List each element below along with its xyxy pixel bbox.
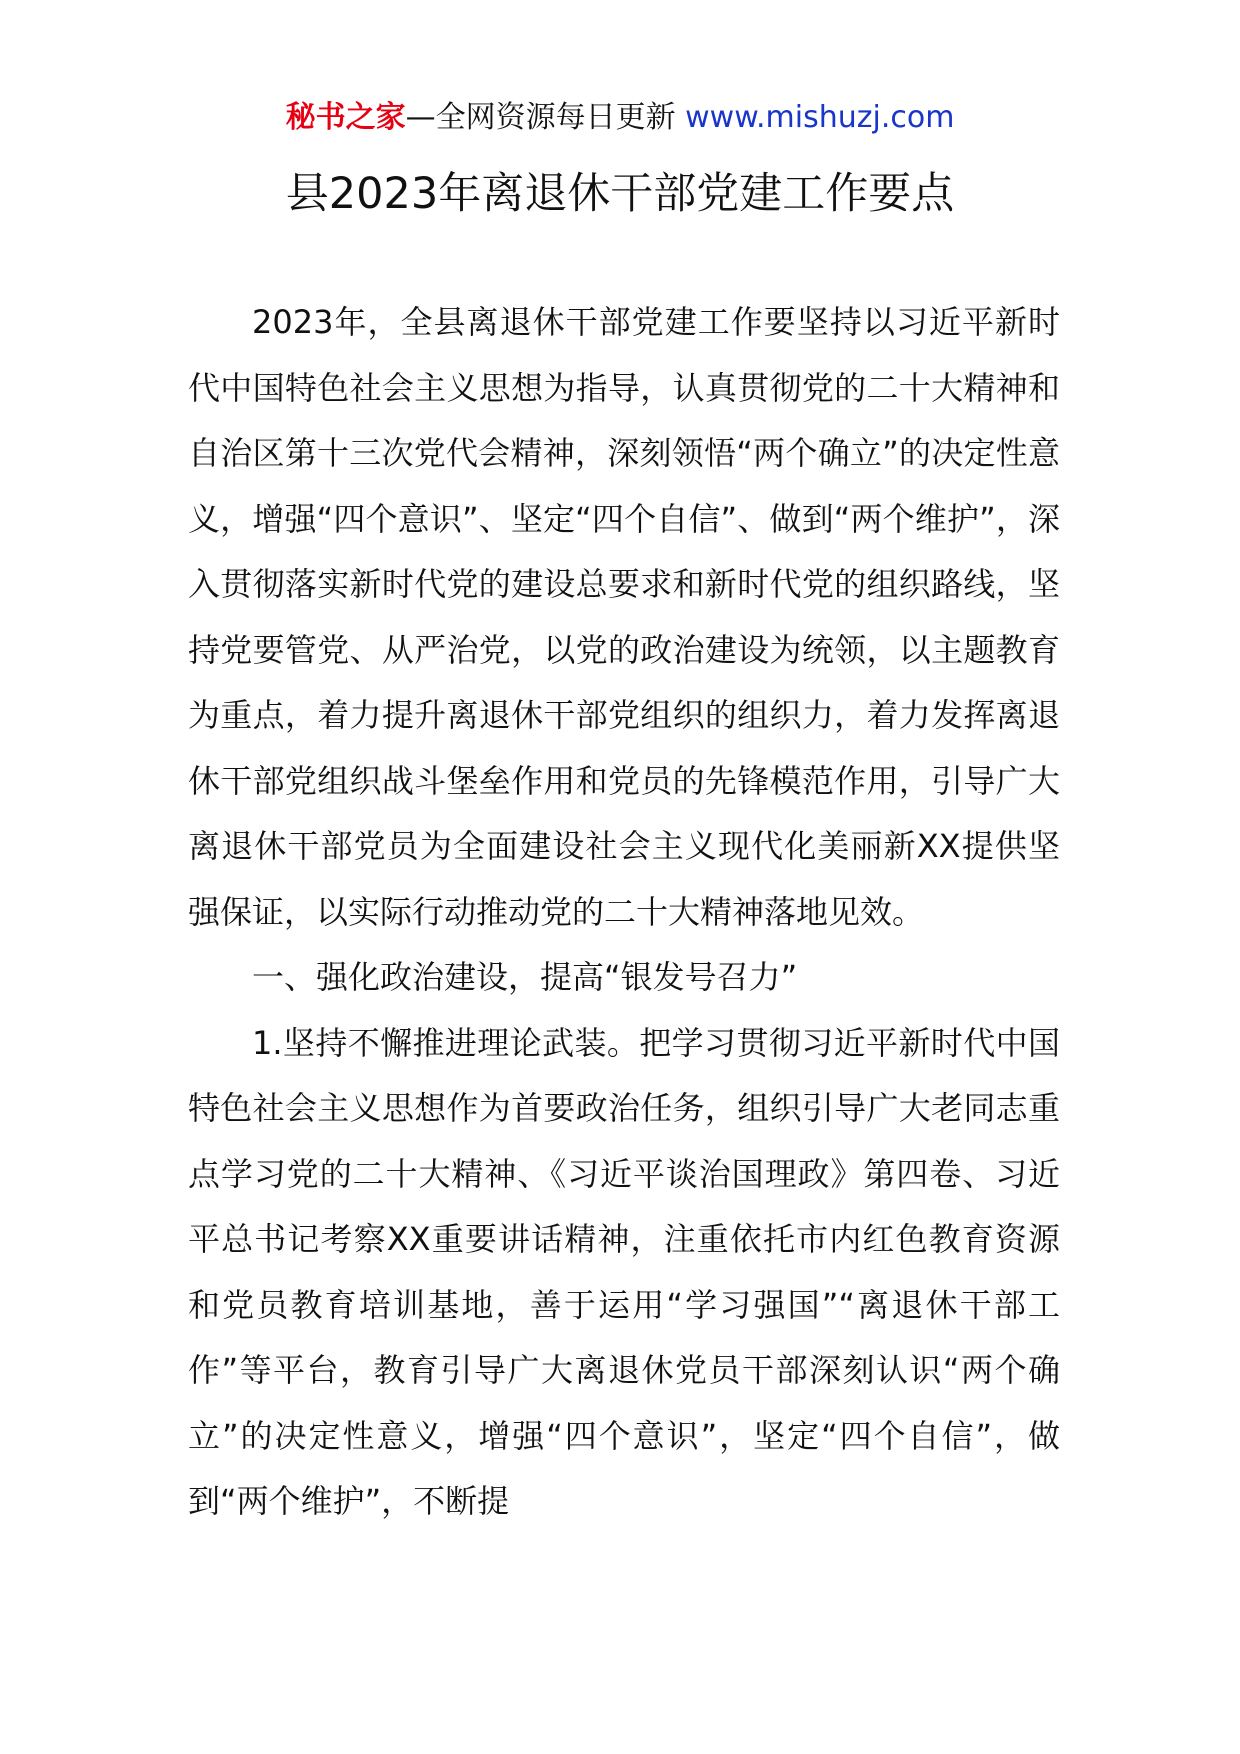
section-heading: 一、强化政治建设，提高“银发号召力” [252, 958, 798, 996]
item-paragraph: 1.坚持不懈推进理论武装。把学习贯彻习近平新时代中国特色社会主义思想作为首要政治任务，组织引导广大老同志重点学习党的二十大精神、《习近平谈治国理政》第四卷、习近平总书记考察XX重要讲话精神，注重依托市内红色教育资源和党员教育培训基地，善于运用“学习强国”“离退休干部工作”等平台，教育引导广大离退休党员干部深刻认识“两个确立”的决定性意义，增强“四个意识”，坚定“四个自信”，做到“两个维护”，不断提 [188, 1023, 1060, 1520]
site-watermark-header [0, 98, 1240, 138]
document-title: 县2023年离退休干部党建工作要点 [285, 169, 955, 219]
site-url-link[interactable]: www.mishuzj.com [685, 100, 955, 135]
site-brand: 秘书之家 [285, 100, 406, 135]
intro-paragraph: 2023年，全县离退休干部党建工作要坚持以习近平新时代中国特色社会主义思想为指导，认真贯彻党的二十大精神和自治区第十三次党代会精神，深刻领悟“两个确立”的决定性意义，增强“四个意识”、坚定“四个自信”、做到“两个维护”，深入贯彻落实新时代党的建设总要求和新时代党的组织路线，坚持党要管党、从严治党，以党的政治建设为统领，以主题教育为重点，着力提升离退休干部党组织的组织力，着力发挥离退休干部党组织战斗堡垒作用和党员的先锋模范作用，引导广大离退休干部党员为全面建设社会主义现代化美丽新XX提供坚强保证，以实际行动推动党的二十大精神落地见效。 [188, 303, 1060, 931]
document-body [188, 290, 1060, 1535]
site-tagline: —全网资源每日更新 [405, 100, 676, 135]
